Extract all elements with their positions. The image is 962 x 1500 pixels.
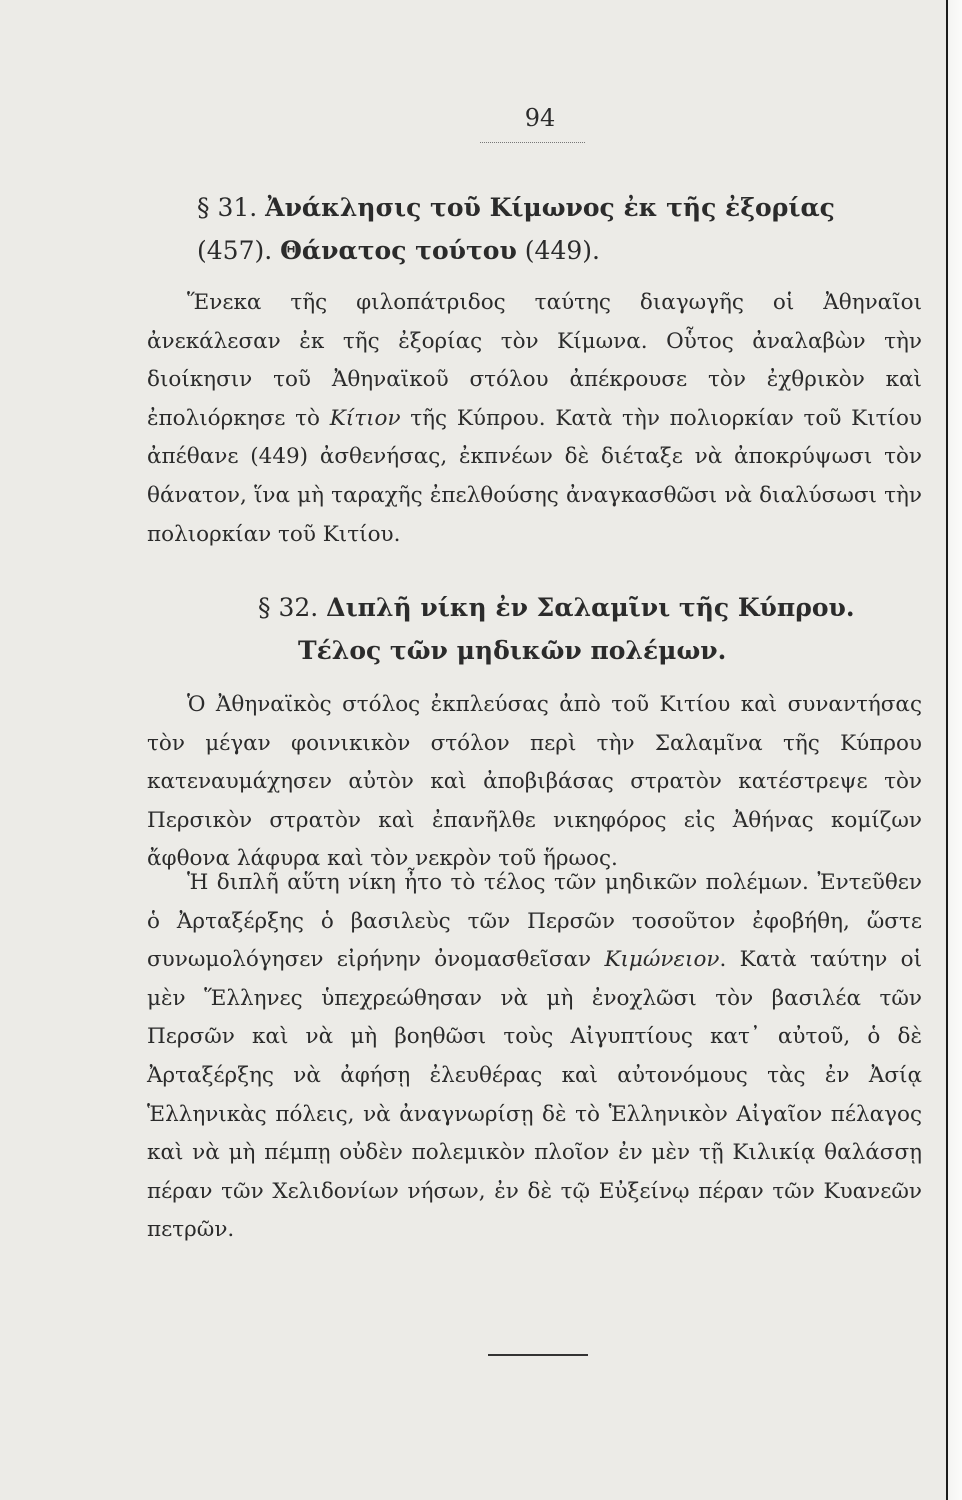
- section-31-date-2: (449).: [516, 236, 600, 265]
- section-31-date-1: (457).: [197, 236, 281, 265]
- paragraph-3-italic: Κιμώνειον: [604, 947, 720, 973]
- section-31-title-part-1: Ἀνάκλησις τοῦ Κίμωνος ἐκ τῆς ἐξορίας: [265, 193, 835, 222]
- paragraph-2: [147, 686, 922, 879]
- section-32-title-line-1: Διπλῆ νίκη ἐν Σαλαμῖνι τῆς Κύπρου.: [326, 593, 855, 622]
- paragraph-3-text-b: . Κατὰ ταύτην οἱ μὲν Ἕλληνες ὑπεχρεώθησαν νὰ μὴ ἐνοχλῶσι τὸν βασιλέα τῶν Περσῶν καὶ νὰ μὴ βοηθῶσι τοὺς Αἰγυπτίους κατ᾽ αὐτοῦ, ὁ δὲ Ἀρταξέρξης νὰ ἀφήσῃ ἐλευθέρας καὶ αὐτονόμους τὰς ἐν Ἀσίᾳ Ἑλληνικὰς πόλεις, νὰ ἀναγνωρίσῃ δὲ τὸ Ἑλληνικὸν Αἰγαῖον πέλαγος καὶ νὰ μὴ πέμπῃ οὐδὲν πολεμικὸν πλοῖον ἐν μὲν τῇ Κιλικίᾳ θαλάσσῃ πέραν τῶν Χελιδονίων νήσων, ἐν δὲ τῷ Εὐξείνῳ πέραν τῶν Κυανεῶν πετρῶν.: [147, 947, 922, 1243]
- page-number-rule: [480, 142, 585, 143]
- section-31-mark: § 31.: [197, 193, 258, 222]
- paragraph-3-text-a: Ἡ διπλῆ αὕτη νίκη ἦτο τὸ τέλος τῶν μηδικῶν πολέμων. Ἐντεῦθεν ὁ Ἀρταξέρξης ὁ βασιλεὺς τῶν Περσῶν τοσοῦτον ἐφοβήθη, ὥστε συνωμολόγησεν εἰρήνην ὀνομασθεῖσαν: [147, 870, 922, 973]
- section-31-heading: [197, 186, 887, 272]
- paragraph-1-italic: Κίτιον: [329, 405, 401, 431]
- paragraph-2-text: Ὁ Ἀθηναϊκὸς στόλος ἐκπλεύσας ἀπὸ τοῦ Κιτίου καὶ συναντήσας τὸν μέγαν φοινικικὸν στόλον περὶ τὴν Σαλαμῖνα τῆς Κύπρου κατεναυμάχησεν αὐτὸν καὶ ἀποβιβάσας στρατὸν κατέστρεψε τὸν Περσικὸν στρατὸν καὶ ἐπανῆλθε νικηφόρος εἰς Ἀθήνας κομίζων ἄφθονα λάφυρα καὶ τὸν νεκρὸν τοῦ ἥρωος.: [147, 692, 922, 872]
- section-32-mark: § 32.: [258, 593, 319, 622]
- end-rule: [488, 1354, 588, 1356]
- paragraph-1-text-b: τῆς Κύπρου. Κατὰ τὴν πολιορκίαν τοῦ Κιτίου ἀπέθανε (449) ἀσθενήσας, ἐκπνέων δὲ διέταξε νὰ ἀποκρύψωσι τὸν θάνατον, ἵνα μὴ ταραχῆς ἐπελθούσης ἀναγκασθῶσι νὰ διαλύσωσι τὴν πολιορκίαν τοῦ Κιτίου.: [147, 405, 922, 547]
- page-edge: [946, 0, 962, 1500]
- section-32-title-line-2: Τέλος τῶν μηδικῶν πολέμων.: [298, 636, 727, 665]
- paragraph-1: [147, 284, 922, 554]
- paragraph-3: [147, 864, 922, 1250]
- section-32-heading: [258, 586, 898, 672]
- page-number: 94: [524, 104, 556, 132]
- section-31-title-part-2: Θάνατος τούτου: [280, 236, 517, 265]
- paragraph-1-text-a: Ἕνεκα τῆς φιλοπάτριδος ταύτης διαγωγῆς οἱ Ἀθηναῖοι ἀνεκάλεσαν ἐκ τῆς ἐξορίας τὸν Κίμωνα. Οὗτος ἀναλαβὼν τὴν διοίκησιν τοῦ Ἀθηναϊκοῦ στόλου ἀπέκρουσε τὸν ἐχθρικὸν καὶ ἐπολιόρκησε τὸ: [147, 290, 922, 431]
